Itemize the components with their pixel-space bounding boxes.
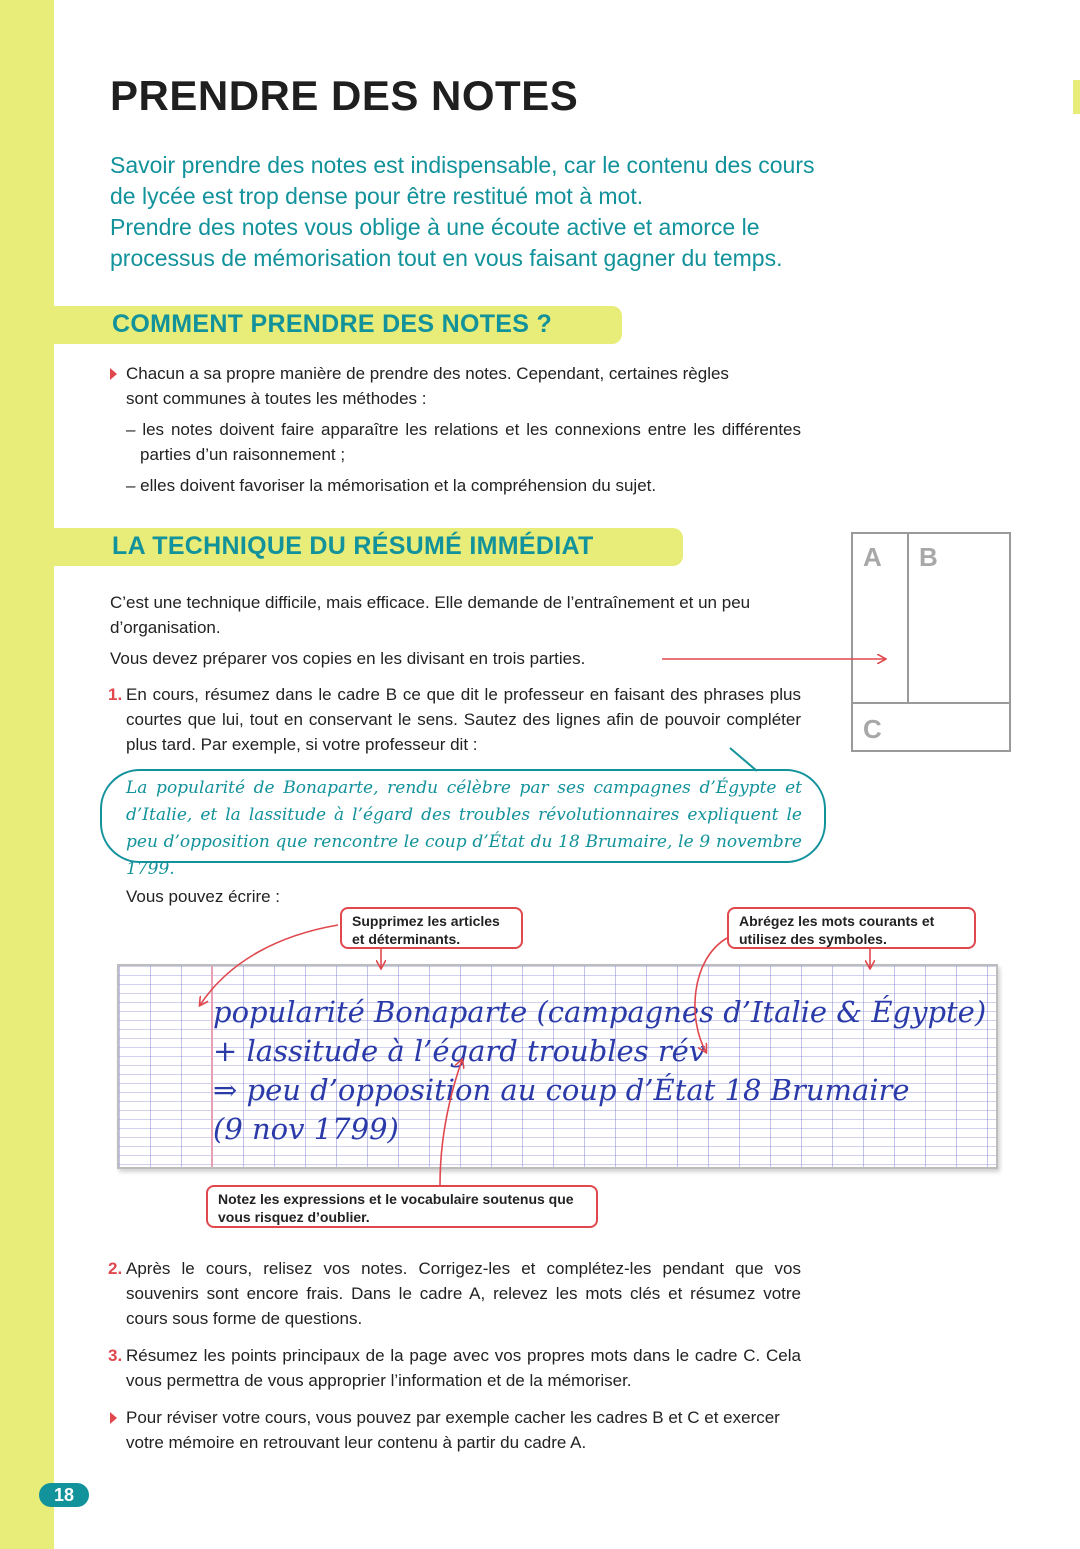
callout-abbreviations: Abrégez les mots courants et utilisez des symboles. <box>727 907 976 949</box>
step-1-text: En cours, résumez dans le cadre B ce que dit le professeur en faisant des phrases plus courtes que lui, tout en conservant le sens. Sautez des lignes afin de pouvoir compléter plus tard. Par exemple, si votre professeur dit : <box>126 685 801 754</box>
section-heading-technique: LA TECHNIQUE DU RÉSUMÉ IMMÉDIAT <box>112 532 594 560</box>
bullet-marker-icon <box>110 1412 117 1424</box>
section-heading-comment: COMMENT PRENDRE DES NOTES ? <box>112 310 553 338</box>
callout-articles: Supprimez les articles et déterminants. <box>340 907 523 949</box>
prepare-copies-text: Vous devez préparer vos copies en les divisant en trois parties. <box>110 649 586 668</box>
handwritten-line: ⇒ peu d’opposition au coup d’État 18 Brumaire <box>213 1073 910 1107</box>
step-2-text: Après le cours, relisez vos notes. Corrigez-les et complétez-les pendant que vos souvenirs sont encore frais. Dans le cadre A, relevez les mots clés et résumez votre cours sous forme de questions. <box>126 1259 801 1328</box>
rule-dash-item: – les notes doivent faire apparaître les relations et les connexions entre les différentes parties d’un raisonnement ; <box>126 420 801 464</box>
revision-tip: Pour réviser votre cours, vous pouvez par exemple cacher les cadres B et C et exercer votre mémoire en retrouvant leur contenu à partir du cadre A. <box>126 1408 780 1452</box>
intro-line: de lycée est trop dense pour être restitué mot à mot. <box>110 183 644 209</box>
step-number: 1. <box>108 685 123 704</box>
frame-label-a: A <box>863 542 882 572</box>
callout-vocabulary: Notez les expressions et le vocabulaire soutenus que vous risquez d’oublier. <box>206 1185 598 1228</box>
frame-label-c: C <box>863 714 882 744</box>
technique-intro: C’est une technique difficile, mais efficace. Elle demande de l’entraînement et un peu d’organisation. <box>110 593 751 637</box>
intro-line: processus de mémorisation tout en vous faisant gagner du temps. <box>110 245 783 271</box>
you-can-write-label: Vous pouvez écrire : <box>126 887 281 906</box>
step-3-text: Résumez les points principaux de la page avec vos propres mots dans le cadre C. Cela vous permettra de vous approprier l’information et de la mémoriser. <box>126 1346 801 1390</box>
step-number: 3. <box>108 1346 123 1365</box>
arrow-vocab-up <box>440 1060 462 1185</box>
arrow-articles-left <box>200 925 338 1005</box>
intro-line: Savoir prendre des notes est indispensable, car le contenu des cours <box>110 152 815 178</box>
intro-line: Prendre des notes vous oblige à une écoute active et amorce le <box>110 214 760 240</box>
quote-bubble-tail <box>730 748 757 771</box>
page-title: PRENDRE DES NOTES <box>110 72 579 119</box>
rules-line: sont communes à toutes les méthodes : <box>126 389 427 408</box>
rules-line: Chacun a sa propre manière de prendre des notes. Cependant, certaines règles <box>126 364 729 383</box>
step-number: 2. <box>108 1259 123 1278</box>
arrow-abbrev-left <box>695 938 727 1052</box>
page-number: 18 <box>39 1483 89 1507</box>
frame-label-b: B <box>919 542 938 572</box>
handwritten-line: popularité Bonaparte (campagnes d’Italie & Égypte) <box>213 995 987 1029</box>
handwritten-line: (9 nov 1799) <box>213 1112 399 1146</box>
handwritten-line: + lassitude à l’égard troubles rév <box>213 1034 706 1068</box>
professor-quote: La popularité de Bonaparte, rendu célèbre par ses campagnes d’Égypte et d’Italie, et la lassitude à l’égard des troubles révolutionnaires expliquent le peu d’opposition que rencontre le coup d’État du 18 Brumaire, le 9 novembre 1799. <box>126 778 802 879</box>
rule-dash-item: – elles doivent favoriser la mémorisation et la compréhension du sujet. <box>126 476 657 495</box>
